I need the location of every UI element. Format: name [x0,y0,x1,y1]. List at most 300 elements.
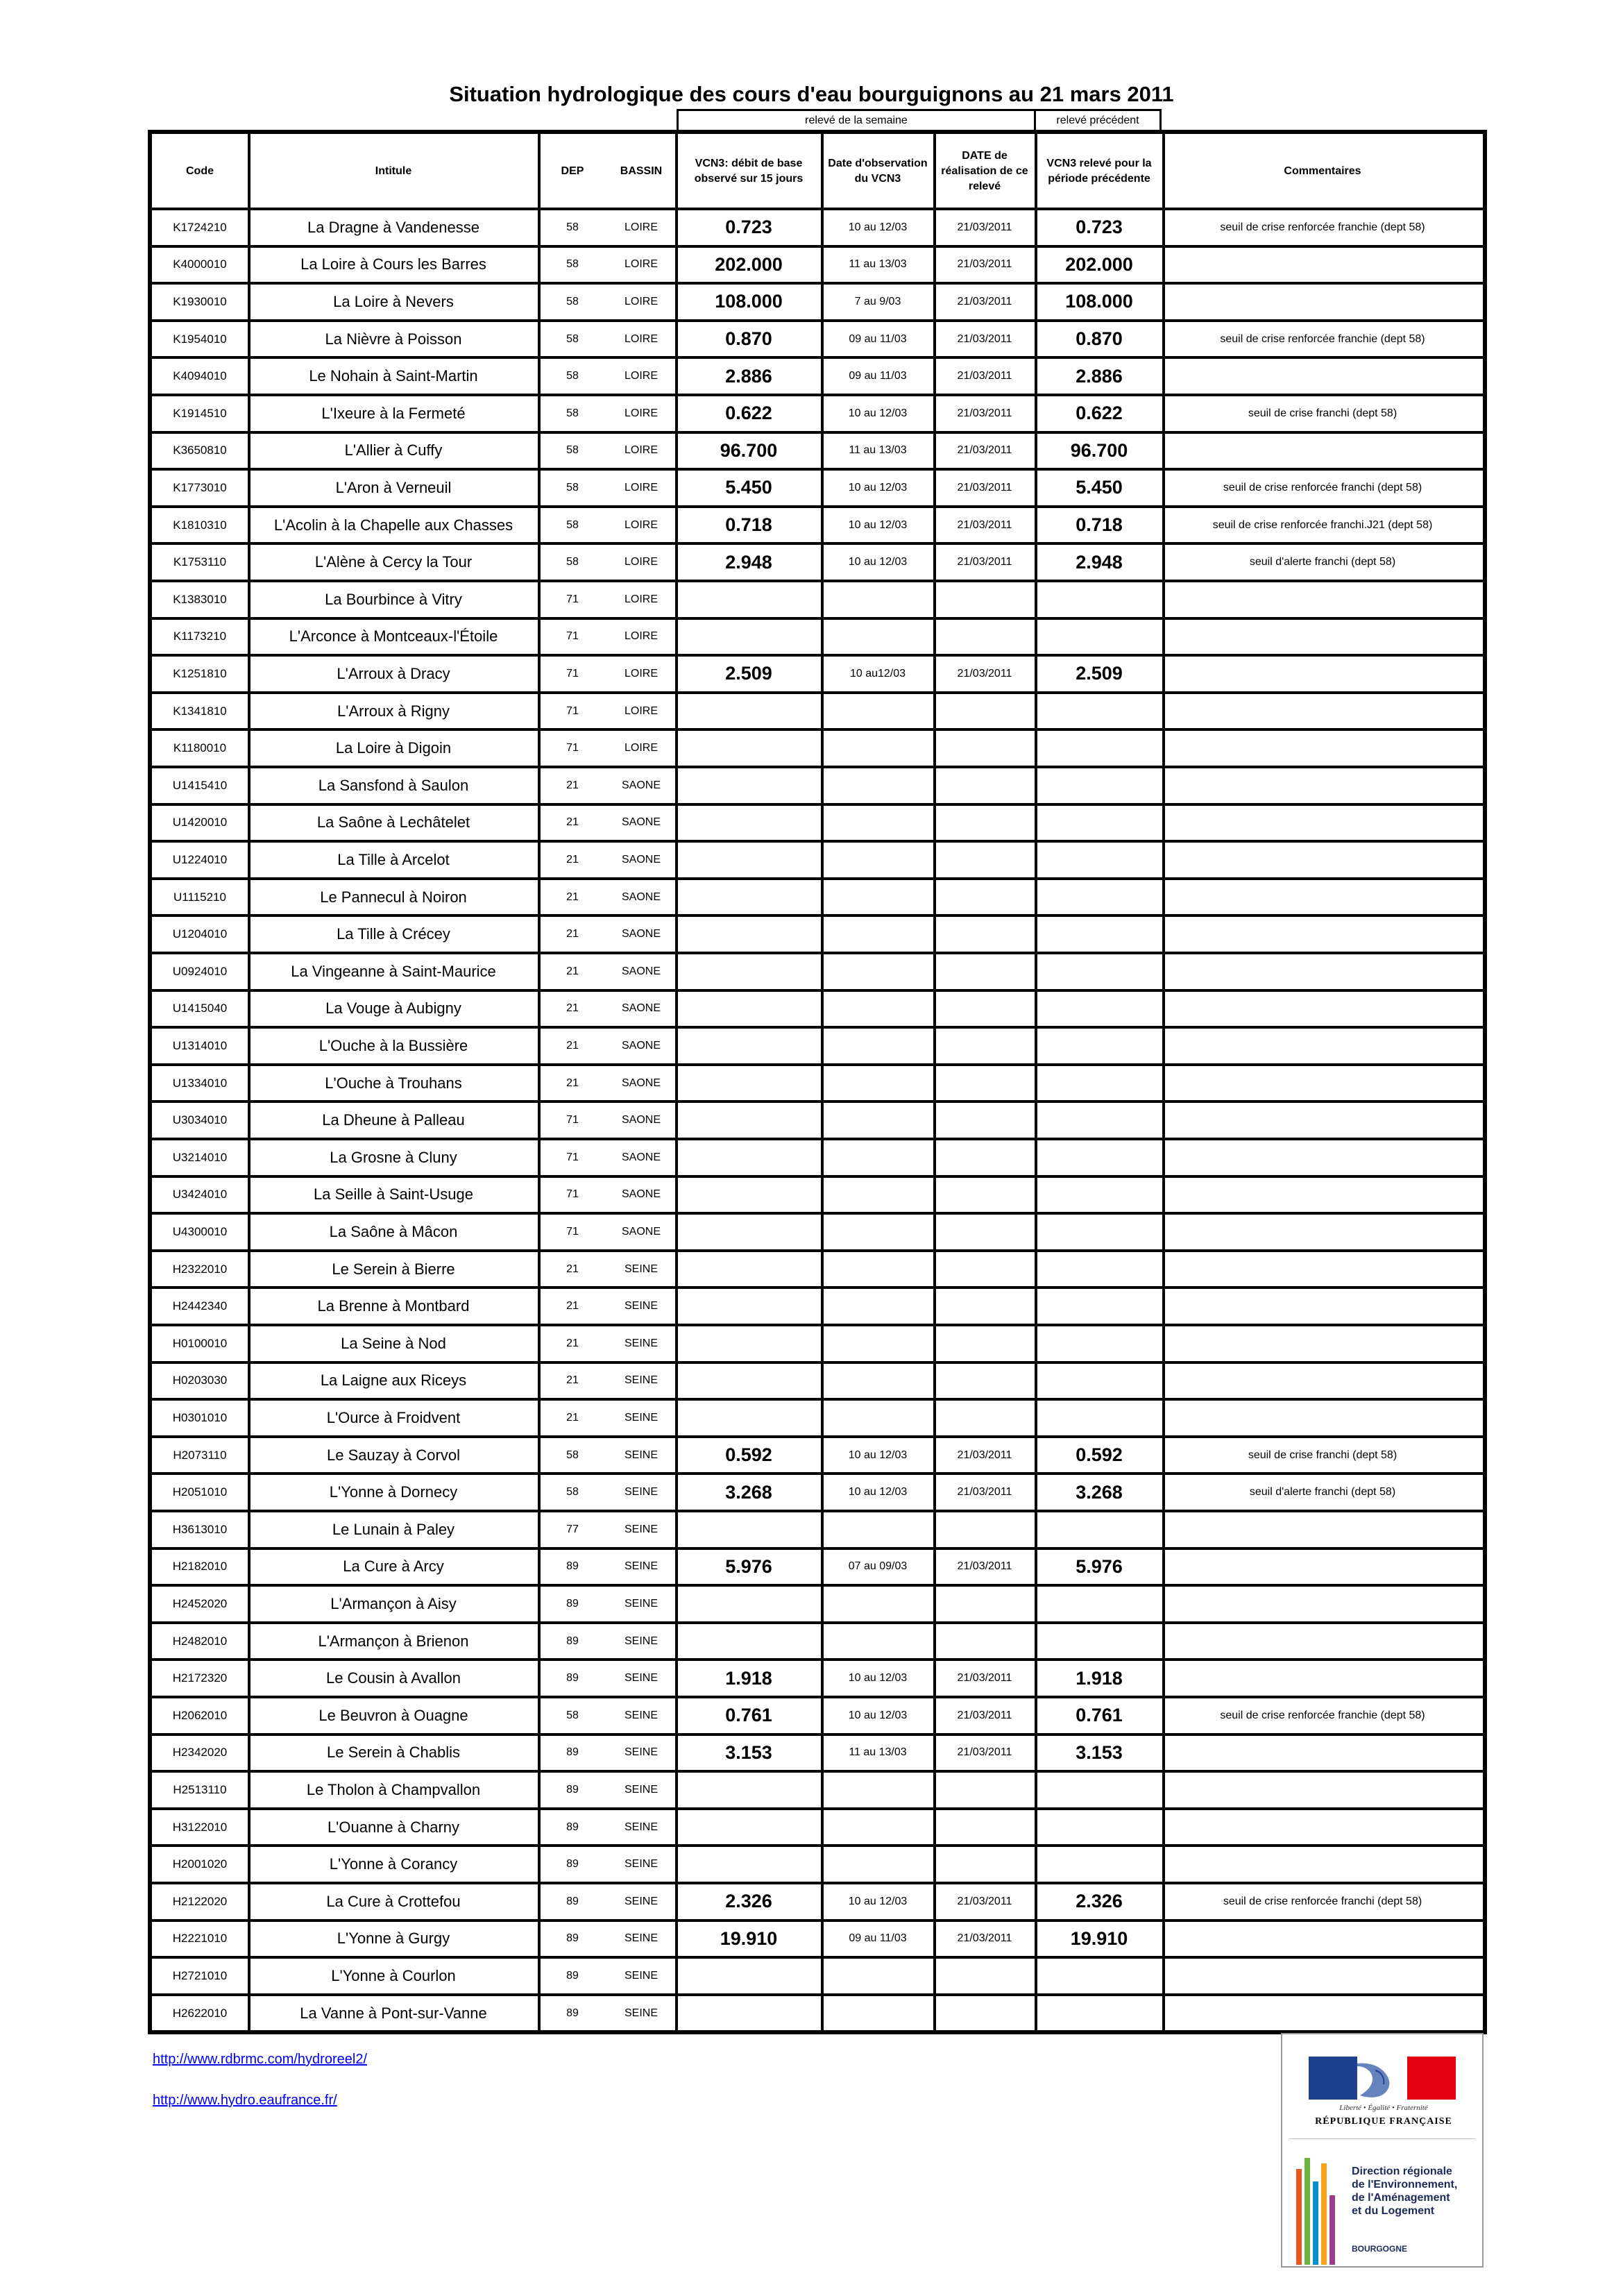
grid-hline [152,1138,1483,1140]
grid-hline [152,617,1483,620]
header-dep: DEP [561,165,584,177]
cell-observation-date: 10 au 12/03 [848,1895,908,1907]
cell-comment [1164,1846,1481,1883]
cell-bassin: LOIRE [624,704,658,717]
cell-previous-vcn3 [1036,1585,1162,1623]
cell-vcn3: 2.886 [725,365,772,387]
cell-report-date [935,1065,1035,1102]
cell-bassin: SEINE [624,1858,658,1871]
grid-hline [152,803,1483,806]
cell-report-date [935,804,1035,842]
cell-bassin: SEINE [624,1449,658,1461]
cell-bassin: SEINE [624,1746,658,1759]
cell-dep: 71 [566,742,579,754]
cell-observation-date: 09 au 11/03 [849,332,907,345]
cell-previous-vcn3 [1036,1176,1162,1214]
cell-bassin: LOIRE [624,332,658,345]
cell-code: H2122020 [172,1894,228,1908]
cell-intitule: La Laigne aux Riceys [320,1371,467,1390]
cell-vcn3: 96.700 [720,439,778,461]
cell-dep: 21 [566,1002,579,1015]
cell-observation-date [822,990,933,1028]
cell-dep: 77 [566,1523,579,1535]
cell-intitule: La Cure à Arcy [343,1558,444,1576]
cell-comment [1164,1921,1481,1958]
cell-dep: 89 [566,1858,579,1871]
cell-code: K1383010 [173,592,227,606]
grid-hline [152,1733,1483,1736]
grid-vline [1162,134,1165,2030]
link-hydro-eaufrance[interactable]: http://www.hydro.eaufrance.fr/ [153,2093,337,2108]
cell-dep: 89 [566,1969,579,1982]
table-row [152,321,1483,358]
cell-dep: 21 [566,1300,579,1312]
cell-code: U1415040 [172,1002,228,1015]
cell-intitule: Le Tholon à Champvallon [306,1780,481,1798]
cell-observation-date [822,729,933,767]
cell-previous-vcn3 [1036,1251,1162,1288]
cell-previous-vcn3: 2.948 [1076,551,1123,573]
cell-dep: 21 [566,1374,579,1387]
table-row [152,246,1483,284]
cell-previous-vcn3 [1036,1846,1162,1883]
grid-hline [152,1472,1483,1475]
table-row [152,1697,1483,1734]
cell-bassin: SEINE [624,1709,658,1721]
cell-report-date: 21/03/2011 [957,667,1012,679]
cell-intitule: Le Nohain à Saint-Martin [309,367,478,385]
dreal-marks-icon [1293,2154,1342,2265]
cell-vcn3 [677,953,821,990]
cell-code: H2482010 [172,1634,228,1648]
grid-vline [821,134,824,2030]
cell-dep: 58 [566,1709,579,1721]
cell-vcn3: 19.910 [720,1927,778,1949]
cell-report-date [935,1399,1035,1437]
cell-intitule: La Brenne à Montbard [317,1297,470,1315]
subheader-previous: relevé précédent [1034,109,1162,130]
cell-dep: 58 [566,407,579,419]
cell-code: U1204010 [172,927,228,941]
cell-dep: 21 [566,853,579,866]
cell-observation-date [822,1623,933,1660]
cell-code: K1753110 [173,555,227,569]
cell-comment [1164,1213,1481,1251]
cell-report-date: 21/03/2011 [957,444,1012,457]
grid-hline [152,1696,1483,1698]
cell-code: H2182010 [172,1560,228,1573]
cell-vcn3: 5.450 [725,477,772,498]
cell-observation-date [822,693,933,730]
cell-vcn3: 0.718 [725,514,772,536]
cell-bassin: SEINE [624,1932,658,1945]
cell-vcn3 [677,1585,821,1623]
grid-hline [152,877,1483,880]
cell-bassin: SEINE [624,1821,658,1833]
cell-intitule: Le Serein à Bierre [332,1260,455,1278]
cell-previous-vcn3 [1036,1957,1162,1995]
cell-dep: 58 [566,556,579,568]
cell-intitule: L'Ource à Froidvent [326,1408,461,1426]
cell-comment: seuil de crise renforcée franchi (dept 58) [1223,481,1422,493]
cell-vcn3 [677,1846,821,1883]
cell-observation-date [822,1325,933,1362]
cell-previous-vcn3: 0.622 [1076,403,1123,424]
cell-intitule: L'Armançon à Brienon [318,1632,469,1650]
cell-comment [1164,1995,1481,2032]
cell-comment [1164,990,1481,1028]
cell-previous-vcn3: 19.910 [1070,1927,1128,1949]
cell-comment [1164,804,1481,842]
cell-previous-vcn3: 0.723 [1076,217,1123,238]
cell-observation-date: 10 au 12/03 [848,221,908,233]
table-row [152,655,1483,693]
cell-bassin: LOIRE [624,481,658,493]
grid-hline [152,1547,1483,1550]
table-row [152,1176,1483,1214]
cell-code: H2442340 [172,1299,228,1313]
cell-bassin: SAONE [621,1039,661,1052]
cell-code: U4300010 [172,1224,228,1238]
table-row [152,1362,1483,1400]
cell-dep: 21 [566,1263,579,1275]
grid-hline [152,394,1483,396]
grid-hline [152,728,1483,731]
grid-hline [152,1919,1483,1922]
cell-dep: 21 [566,816,579,829]
table-row [152,581,1483,618]
cell-report-date [935,1585,1035,1623]
cell-code: K1914510 [173,406,227,420]
grid-hline [152,1361,1483,1364]
cell-observation-date [822,1511,933,1548]
grid-hline [152,1770,1483,1773]
cell-previous-vcn3 [1036,1623,1162,1660]
cell-comment [1164,1660,1481,1697]
cell-intitule: La Bourbince à Vitry [325,590,462,608]
cell-intitule: Le Sauzay à Corvol [327,1446,460,1464]
table-row [152,1139,1483,1176]
cell-dep: 89 [566,1821,579,1833]
cell-report-date [935,1771,1035,1809]
cell-vcn3 [677,1065,821,1102]
table-row [152,1474,1483,1511]
cell-intitule: La Vingeanne à Saint-Maurice [291,962,496,980]
cell-vcn3 [677,1176,821,1214]
cell-report-date [935,1846,1035,1883]
cell-dep: 71 [566,704,579,717]
cell-intitule: L'Allier à Cuffy [344,441,443,459]
cell-previous-vcn3 [1036,1399,1162,1437]
cell-dep: 58 [566,295,579,307]
cell-previous-vcn3 [1036,879,1162,916]
grid-hline [152,1621,1483,1624]
cell-vcn3 [677,1809,821,1846]
cell-previous-vcn3 [1036,1213,1162,1251]
cell-bassin: LOIRE [624,258,658,271]
cell-dep: 58 [566,332,579,345]
cell-observation-date [822,1846,933,1883]
grid-hline [152,840,1483,843]
cell-vcn3 [677,804,821,842]
cell-dep: 58 [566,1486,579,1499]
cell-report-date [935,693,1035,730]
cell-observation-date [822,1213,933,1251]
cell-vcn3 [677,1251,821,1288]
cell-comment [1164,1734,1481,1772]
cell-intitule: La Dragne à Vandenesse [307,218,479,236]
cell-dep: 58 [566,370,579,382]
cell-observation-date: 11 au 13/03 [849,1746,907,1759]
cell-comment [1164,581,1481,618]
cell-comment [1164,1771,1481,1809]
table-row [152,618,1483,656]
cell-observation-date [822,767,933,804]
cell-code: H2721010 [172,1968,228,1982]
cell-comment [1164,1511,1481,1548]
cell-report-date: 21/03/2011 [957,332,1012,345]
cell-vcn3: 2.509 [725,663,772,684]
cell-code: K1954010 [173,332,227,346]
cell-observation-date [822,953,933,990]
cell-report-date [935,841,1035,879]
cell-observation-date: 10 au 12/03 [848,1672,908,1685]
cell-bassin: LOIRE [624,593,658,605]
cell-report-date: 21/03/2011 [957,1672,1012,1685]
cell-bassin: LOIRE [624,444,658,457]
cell-code: H2221010 [172,1932,228,1945]
cell-report-date [935,1288,1035,1325]
cell-vcn3: 1.918 [725,1667,772,1689]
cell-code: U3034010 [172,1113,228,1127]
cell-observation-date [822,915,933,953]
cell-observation-date [822,1809,933,1846]
cell-previous-vcn3 [1036,841,1162,879]
cell-intitule: Le Beuvron à Ouagne [318,1706,468,1724]
cell-intitule: La Loire à Cours les Barres [300,255,486,273]
cell-intitule: La Grosne à Cluny [330,1148,457,1166]
cell-previous-vcn3 [1036,581,1162,618]
cell-bassin: SEINE [624,1337,658,1349]
cell-bassin: SAONE [621,816,661,829]
cell-dep: 21 [566,965,579,977]
cell-code: K1930010 [173,294,227,308]
cell-previous-vcn3: 3.268 [1076,1481,1123,1503]
grid-hline [152,505,1483,508]
table-row [152,1548,1483,1586]
cell-dep: 71 [566,1114,579,1126]
cell-report-date [935,1251,1035,1288]
cell-vcn3: 202.000 [715,253,783,275]
table-row [152,1957,1483,1995]
table-row [152,1809,1483,1846]
cell-observation-date [822,1027,933,1065]
cell-bassin: LOIRE [624,556,658,568]
cell-dep: 21 [566,1039,579,1052]
cell-intitule: La Dheune à Palleau [322,1111,465,1129]
cell-code: H2513110 [173,1782,227,1796]
cell-vcn3: 0.870 [725,328,772,350]
cell-comment [1164,618,1481,656]
cell-bassin: SEINE [624,1300,658,1312]
cell-vcn3: 0.592 [725,1444,772,1466]
cell-comment: seuil de crise franchi (dept 58) [1248,1449,1397,1461]
table-row [152,767,1483,804]
cell-vcn3 [677,1511,821,1548]
cell-observation-date: 11 au 13/03 [849,444,907,457]
cell-dep: 21 [566,928,579,940]
cell-intitule: L'Ouche à Trouhans [325,1074,462,1092]
cell-previous-vcn3 [1036,729,1162,767]
cell-comment: seuil de crise franchi (dept 58) [1248,407,1397,419]
grid-hline [152,1807,1483,1810]
hydrology-table [148,130,1487,2034]
table-row [152,1325,1483,1362]
cell-vcn3: 0.761 [725,1705,772,1726]
cell-previous-vcn3 [1036,1771,1162,1809]
table-row [152,1399,1483,1437]
cell-observation-date: 10 au 12/03 [848,481,908,493]
cell-comment [1164,693,1481,730]
cell-bassin: SAONE [621,1225,661,1238]
cell-comment: seuil de crise renforcée franchi (dept 58) [1223,1895,1422,1907]
table-row [152,804,1483,842]
cell-dep: 89 [566,1672,579,1685]
cell-code: K3650810 [173,444,227,457]
cell-comment [1164,1325,1481,1362]
cell-dep: 21 [566,1077,579,1089]
cell-previous-vcn3: 0.761 [1076,1705,1123,1726]
header-vcn3: VCN3: débit de base observé sur 15 jours [694,158,804,185]
cell-previous-vcn3: 202.000 [1065,253,1133,275]
cell-observation-date: 09 au 11/03 [849,1932,907,1945]
cell-intitule: La Tille à Arcelot [337,850,450,868]
cell-bassin: LOIRE [624,221,658,233]
cell-dep: 71 [566,1225,579,1238]
cell-code: U1334010 [172,1076,228,1090]
cell-report-date [935,915,1035,953]
cell-observation-date [822,1771,933,1809]
cell-report-date [935,581,1035,618]
cell-intitule: La Loire à Digoin [335,739,452,757]
table-row [152,357,1483,395]
cell-dep: 89 [566,1895,579,1907]
cell-report-date [935,618,1035,656]
cell-code: U1314010 [172,1038,228,1052]
cell-observation-date [822,1585,933,1623]
cell-bassin: SEINE [624,1969,658,1982]
cell-intitule: La Vanne à Pont-sur-Vanne [300,2004,487,2022]
cell-dep: 71 [566,1151,579,1163]
cell-bassin: SEINE [624,1263,658,1275]
cell-bassin: SAONE [621,1002,661,1015]
cell-code: U1115210 [173,890,226,904]
cell-report-date [935,990,1035,1028]
cell-observation-date: 10 au12/03 [849,667,906,679]
cell-comment [1164,357,1481,395]
cell-code: U3424010 [172,1188,228,1201]
cell-vcn3 [677,1213,821,1251]
cell-bassin: SAONE [621,853,661,866]
header-previous-vcn3: VCN3 relevé pour la période précédente [1046,158,1152,185]
grid-hline [152,1324,1483,1326]
cell-intitule: Le Cousin à Avallon [325,1669,461,1687]
cell-bassin: LOIRE [624,630,658,643]
cell-previous-vcn3 [1036,1362,1162,1400]
table-row [152,1288,1483,1325]
cell-previous-vcn3: 1.918 [1076,1667,1123,1689]
table-row [152,1213,1483,1251]
cell-report-date: 21/03/2011 [957,1449,1012,1461]
cell-dep: 89 [566,2007,579,2019]
cell-previous-vcn3: 0.592 [1076,1444,1123,1466]
cell-bassin: SEINE [624,1560,658,1573]
cell-report-date [935,767,1035,804]
cell-report-date [935,1511,1035,1548]
cell-code: H2342020 [172,1746,228,1759]
grid-hline [152,319,1483,322]
cell-report-date [935,1623,1035,1660]
cell-intitule: La Vouge à Aubigny [325,999,461,1018]
table-row [152,1585,1483,1623]
cell-previous-vcn3 [1036,1139,1162,1176]
table-row [152,879,1483,916]
cell-report-date [935,953,1035,990]
cell-bassin: SAONE [621,1114,661,1126]
cell-intitule: La Seine à Nod [341,1334,446,1352]
cell-bassin: SEINE [624,1486,658,1499]
cell-comment [1164,1288,1481,1325]
cell-comment [1164,1139,1481,1176]
cell-comment [1164,655,1481,693]
cell-previous-vcn3: 2.326 [1076,1891,1123,1912]
cell-code: H2622010 [172,2006,228,2020]
grid-hline [152,580,1483,582]
cell-dep: 58 [566,518,579,531]
cell-comment [1164,953,1481,990]
cell-vcn3 [677,879,821,916]
cell-report-date [935,729,1035,767]
cell-observation-date: 10 au 12/03 [848,556,908,568]
cell-intitule: La Saône à Mâcon [329,1222,458,1240]
grid-hline [152,989,1483,992]
link-rdbrmc[interactable]: http://www.rdbrmc.com/hydroreel2/ [153,2052,367,2067]
cell-previous-vcn3 [1036,1027,1162,1065]
cell-vcn3 [677,990,821,1028]
cell-report-date: 21/03/2011 [957,407,1012,419]
cell-comment [1164,1957,1481,1995]
cell-vcn3 [677,1288,821,1325]
cell-code: H3613010 [172,1522,228,1536]
cell-previous-vcn3 [1036,1809,1162,1846]
cell-bassin: LOIRE [624,407,658,419]
grid-hline [152,468,1483,471]
cell-intitule: La Seille à Saint-Usuge [314,1185,473,1204]
cell-report-date [935,1027,1035,1065]
table-row [152,507,1483,544]
cell-dep: 89 [566,1560,579,1573]
cell-bassin: LOIRE [624,667,658,679]
cell-intitule: L'Yonne à Gurgy [337,1930,450,1948]
cell-vcn3 [677,841,821,879]
cell-comment [1164,1623,1481,1660]
cell-vcn3: 0.622 [725,403,772,424]
cell-bassin: SAONE [621,965,661,977]
cell-observation-date [822,618,933,656]
cell-previous-vcn3: 5.450 [1076,477,1123,498]
grid-hline [152,914,1483,917]
cell-report-date: 21/03/2011 [957,258,1012,271]
